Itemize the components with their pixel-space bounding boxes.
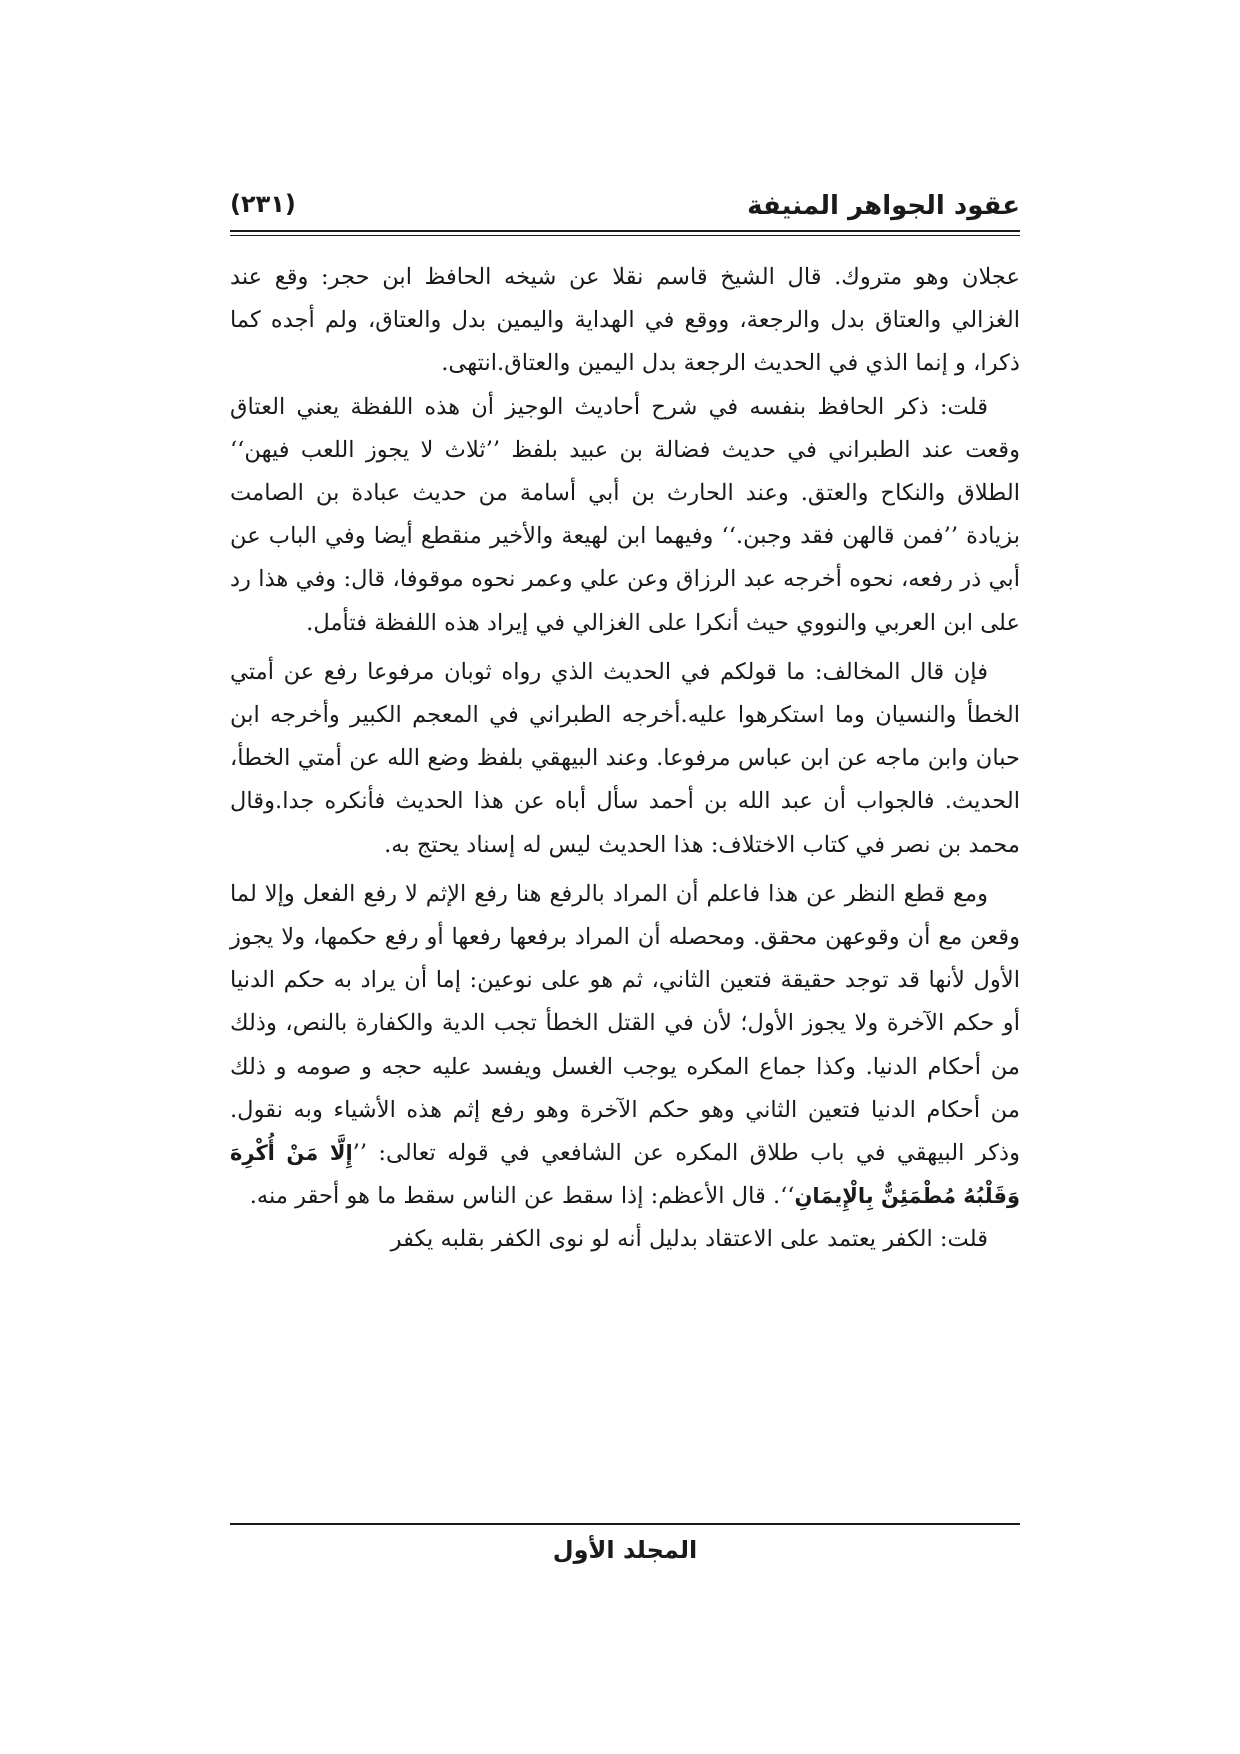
paragraph-3: فإن قال المخالف: ما قولكم في الحديث الذي رواه ثوبان مرفوعا رفع عن أمتي الخطأ والنسيان وما استكرهوا عليه.أخرجه الطبراني في المعجم الكبير وأخرجه ابن حبان وابن ماجه عن ابن عباس مرفوعا. وعند البيهقي بلفظ وضع الله عن أمتي الخطأ، الحديث. فالجواب أن عبد الله بن أحمد سأل أباه عن هذا الحديث فأنكره جدا.وقال محمد بن نصر في كتاب الاختلاف: هذا الحديث ليس له إسناد يحتج به. bbox=[230, 658, 1020, 858]
book-title: عقود الجواهر المنيفة bbox=[747, 191, 1020, 221]
volume-label: المجلد الأول bbox=[552, 1536, 698, 1564]
body-text bbox=[230, 256, 1020, 1262]
book-page bbox=[230, 178, 1020, 1578]
page-number: (٢٣١) bbox=[230, 190, 296, 218]
paragraph-4-text-after: ‘‘. قال الأعظم: إذا سقط عن الناس سقط ما هو أحقر منه. bbox=[249, 1183, 795, 1210]
paragraph-1: عجلان وهو متروك. قال الشيخ قاسم نقلا عن شيخه الحافظ ابن حجر: وقع عند الغزالي والعتاق بدل والرجعة، ووقع في الهداية واليمين بدل والعتاق، ولم أجده كما ذكرا، و إنما الذي في الحديث الرجعة بدل اليمين والعتاق.انتهى. bbox=[230, 264, 1020, 377]
header-rule bbox=[230, 230, 1020, 232]
paragraph-4 bbox=[230, 873, 1020, 1219]
quran-verse: إِلَّا مَنْ أُكْرِهَ وَقَلْبُهُ مُطْمَئِنٌّ بِالْإِيمَانِ bbox=[230, 1141, 1020, 1209]
paragraph-4-text-before: ومع قطع النظر عن هذا فاعلم أن المراد بالرفع هنا رفع الإثم لا رفع الفعل وإلا لما وقعن مع أن وقوعهن محقق. ومحصله أن المراد برفعها رفعها أو رفع حكمها، ولا يجوز الأول لأنها قد توجد حقيقة فتعين الثاني، ثم هو على نوعين: إما أن يراد به حكم الدنيا أو حكم الآخرة ولا يجوز الأول؛ لأن في القتل الخطأ تجب الدية والكفارة بالنص، وذلك من أحكام الدنيا. وكذا جماع المكره يوجب الغسل ويفسد عليه حجه و صومه و ذلك من أحكام الدنيا فتعين الثاني وهو حكم الآخرة وهو رفع إثم هذه الأشياء وبه نقول. وذكر البيهقي في باب طلاق المكره عن الشافعي في قوله تعالى: ’’ bbox=[230, 880, 1020, 1167]
paragraph-5: قلت: الكفر يعتمد على الاعتقاد بدليل أنه لو نوى الكفر بقلبه يكفر bbox=[390, 1226, 988, 1253]
footer-rule bbox=[230, 1523, 1020, 1525]
header-rule-thin bbox=[230, 235, 1020, 236]
paragraph-2: قلت: ذكر الحافظ بنفسه في شرح أحاديث الوجيز أن هذه اللفظة يعني العتاق وقعت عند الطبراني في حديث فضالة بن عبيد بلفظ ’’ثلاث لا يجوز اللعب فيهن‘‘ الطلاق والنكاح والعتق. وعند الحارث بن أبي أسامة من حديث عبادة بن الصامت بزيادة ’’فمن قالهن فقد وجبن.‘‘ وفيهما ابن لهيعة والأخير منقطع أيضا وفي الباب عن أبي ذر رفعه، نحوه أخرجه عبد الرزاق وعن علي وعمر نحوه موقوفا، قال: وفي هذا رد على ابن العربي والنووي حيث أنكرا على الغزالي في إيراد هذه اللفظة فتأمل. bbox=[230, 393, 1020, 636]
